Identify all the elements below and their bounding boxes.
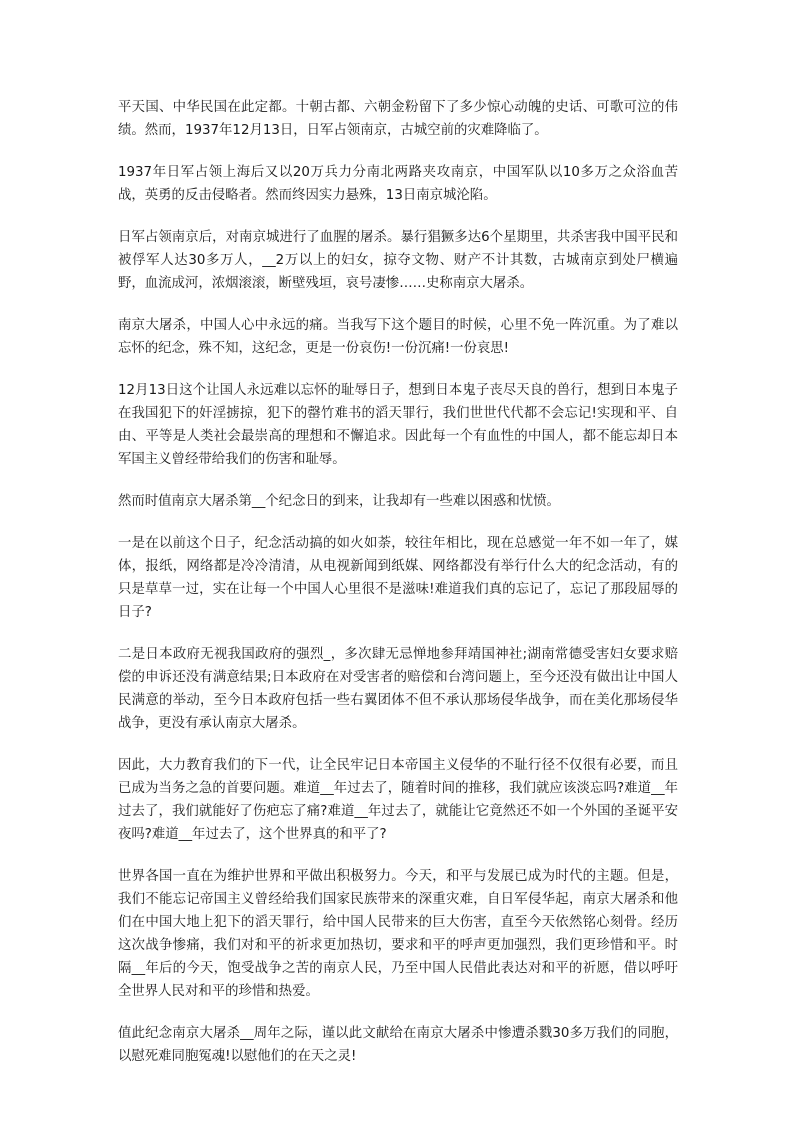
paragraph-2: 1937年日军占领上海后又以20万兵力分南北两路夹攻南京，中国军队以10多万之众浴血苦战，英勇的反击侵略者。然而终因实力悬殊，13日南京城沦陷。 <box>118 165 678 203</box>
paragraph-5: 12月13日这个让国人永远难以忘怀的耻辱日子，想到日本鬼子丧尽天良的兽行，想到日本鬼子在我国犯下的奸淫掳掠，犯下的罄竹难书的滔天罪行，我们世世代代都不会忘记!实现和平、自由、平等是人类社会最崇高的理想和不懈追求。因此每一个有血性的中国人，都不能忘却日本军国主义曾经带给我们的伤害和耻辱。 <box>118 383 678 467</box>
paragraph-8: 二是日本政府无视我国政府的强烈_，多次肆无忌惮地参拜靖国神社;湖南常德受害妇女要求赔偿的申诉还没有满意结果;日本政府在对受害者的赔偿和台湾问题上，至今还没有做出让中国人民满意的举动，至今日本政府包括一些右翼团体不但不承认那场侵华战争，而在美化那场侵华战争，更没有承认南京大屠杀。 <box>118 647 678 731</box>
paragraph-4: 南京大屠杀，中国人心中永远的痛。当我写下这个题目的时候，心里不免一阵沉重。为了难以忘怀的纪念，殊不知，这纪念，更是一份哀伤!一份沉痛!一份哀思! <box>118 318 678 356</box>
paragraph-1: 平天国、中华民国在此定都。十朝古都、六朝金粉留下了多少惊心动魄的史话、可歌可泣的伟绩。然而，1937年12月13日，日军占领南京，古城空前的灾难降临了。 <box>118 100 678 138</box>
paragraph-3: 日军占领南京后，对南京城进行了血腥的屠杀。暴行猖獗多达6个星期里，共杀害我中国平民和被俘军人达30多万人，__2万以上的妇女，掠夺文物、财产不计其数，古城南京到处尸横遍野，血流成河，浓烟滚滚，断壁残垣，哀号凄惨……史称南京大屠杀。 <box>118 230 678 291</box>
paragraph-6: 然而时值南京大屠杀第__个纪念日的到来，让我却有一些难以困惑和忧愤。 <box>118 494 560 509</box>
paragraph-11: 值此纪念南京大屠杀__周年之际，谨以此文献给在南京大屠杀中惨遭杀戮30多万我们的同胞，以慰死难同胞冤魂!以慰他们的在天之灵! <box>118 1026 678 1064</box>
paragraph-9: 因此，大力教育我们的下一代，让全民牢记日本帝国主义侵华的不耻行径不仅很有必要，而且已成为当务之急的首要问题。难道__年过去了，随着时间的推移，我们就应该淡忘吗?难道__年过去了，我们就能好了伤疤忘了痛?难道__年过去了，就能让它竟然还不如一个外国的圣诞平安夜吗?难道__年过去了，这个世界真的和平了? <box>118 758 678 842</box>
paragraph-10: 世界各国一直在为维护世界和平做出积极努力。今天，和平与发展已成为时代的主题。但是，我们不能忘记帝国主义曾经给我们国家民族带来的深重灾难，自日军侵华起，南京大屠杀和他们在中国大地上犯下的滔天罪行，给中国人民带来的巨大伤害，直至今天依然铭心刻骨。经历这次战争惨痛，我们对和平的祈求更加热切，要求和平的呼声更加强烈，我们更珍惜和平。时隔__年后的今天，饱受战争之苦的南京人民，乃至中国人民借此表达对和平的祈愿，借以呼吁全世界人民对和平的珍惜和热爱。 <box>118 869 678 999</box>
paragraph-7: 一是在以前这个日子，纪念活动搞的如火如荼，较往年相比，现在总感觉一年不如一年了，媒体，报纸，网络都是冷冷清清，从电视新闻到纸媒、网络都没有举行什么大的纪念活动，有的只是草草一过，实在让每一个中国人心里很不是滋味!难道我们真的忘记了，忘记了那段屈辱的日子? <box>118 536 678 620</box>
document-body <box>118 96 678 1087</box>
